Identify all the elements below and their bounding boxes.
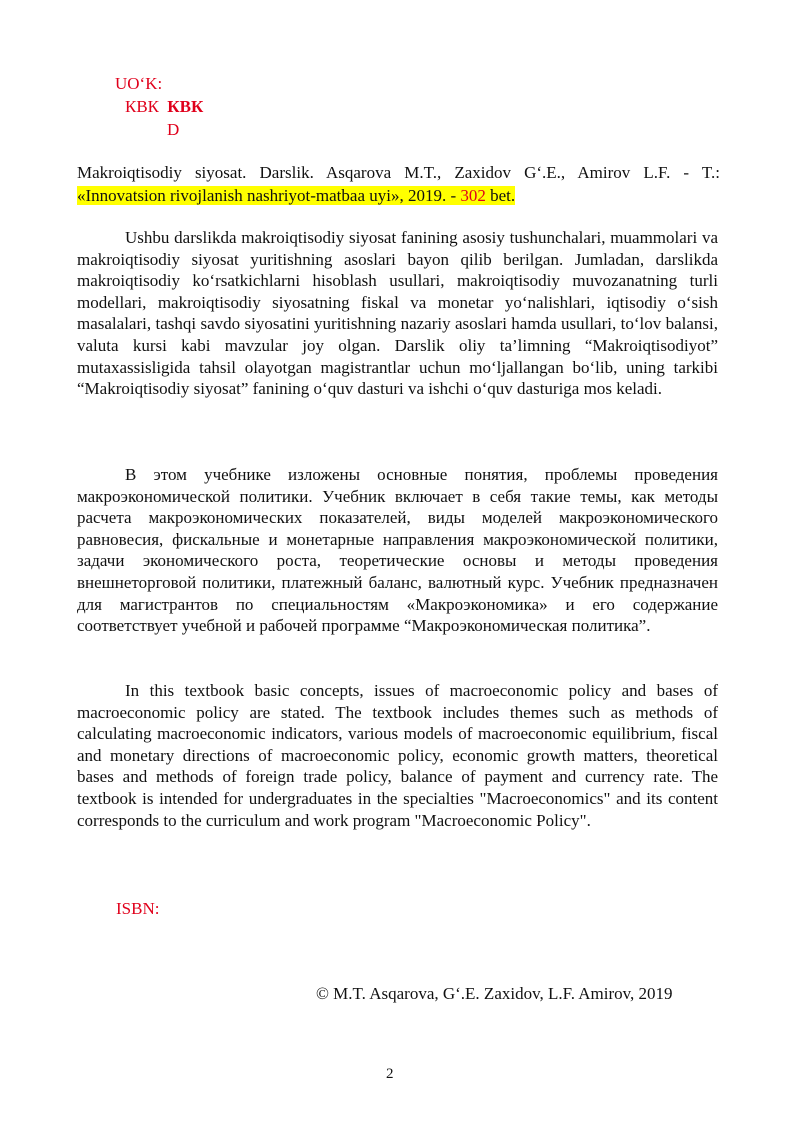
uok-label: UOʻK: [115, 74, 163, 93]
page-number: 2 [386, 1066, 394, 1082]
abstract-english: In this textbook basic concepts, issues of macroeconomic policy and bases of macroeconomic policy are stated. The textbook includes themes such as methods of calculating macroeconomic indicators, various models of macroeconomic equilibrium, fiscal and monetary directions of macroeconomic policy, economic growth matters, theoretical bases and methods of foreign trade policy, balance of payment and currency rate. The textbook is intended for undergraduates in the specialties "Macroeconomics" and its content corresponds to the curriculum and work program "Macroeconomic Policy". [77, 681, 718, 830]
page-count: 302 [460, 186, 486, 205]
abstract-uzbek: Ushbu darslikda makroiqtisodiy siyosat fanining asosiy tushunchalari, muammolari va makroiqtisodiy siyosat yuritishning asoslari bayon qilib berilgan. Jumladan, darslikda makroiqtisodiy koʻrsatkichlarni hisoblash usullari, makroiqtisodiy muvozanatning turli modellari, makroiqtisodiy siyosatning fiskal va monetar yoʻnalishlari, iqtisodiy oʻsish masalalari, tashqi savdo siyosatini yuritishning nazariy asoslari hamda usullari, toʻlov balansi, valuta kursi kabi mavzular joy olgan. Darslik oliy ta’limning “Makroiqtisodiyot” mutaxassisligida tahsil olayotgan magistrantlar uchun moʻljallangan boʻlib, uning tarkibi “Makroiqtisodiy siyosat” fanining oʻquv dasturi va ishchi oʻquv dasturiga mos keladi. [77, 228, 718, 399]
abstract-russian: В этом учебнике изложены основные понятия, проблемы проведения макроэкономической политики. Учебник включает в себя такие темы, как методы расчета макроэкономических показателей, виды моделей макроэкономического равновесия, фискальные и монетарные направления макроэкономической политики, задачи экономического роста, теоретические основы и методы проведения внешнеторговой политики, платежный баланс, валютный курс. Учебник предназначен для магистрантов по специальностям «Макроэкономика» и его содержание соответствует учебной и рабочей программе “Макроэкономическая политика”. [77, 465, 718, 636]
kbk-code: КВК [125, 97, 160, 116]
publisher-line [77, 184, 515, 208]
classification-letter: D [167, 120, 180, 139]
bibliographic-line: Makroiqtisodiy siyosat. Darslik. Asqarova M.T., Zaxidov Gʻ.E., Amirov L.F. - T.: [77, 163, 720, 182]
page-count-suffix: bet. [485, 186, 516, 205]
publisher-name: «Innovatsion rivojlanish nashriyot-matbaa uyi», 2019. - [77, 186, 461, 205]
copyright-notice: © M.T. Asqarova, Gʻ.E. Zaxidov, L.F. Amirov, 2019 [316, 984, 673, 1003]
isbn-label: ISBN: [116, 899, 160, 918]
kbk-code-bold: КВК [167, 97, 204, 116]
kbk-line [125, 96, 203, 117]
